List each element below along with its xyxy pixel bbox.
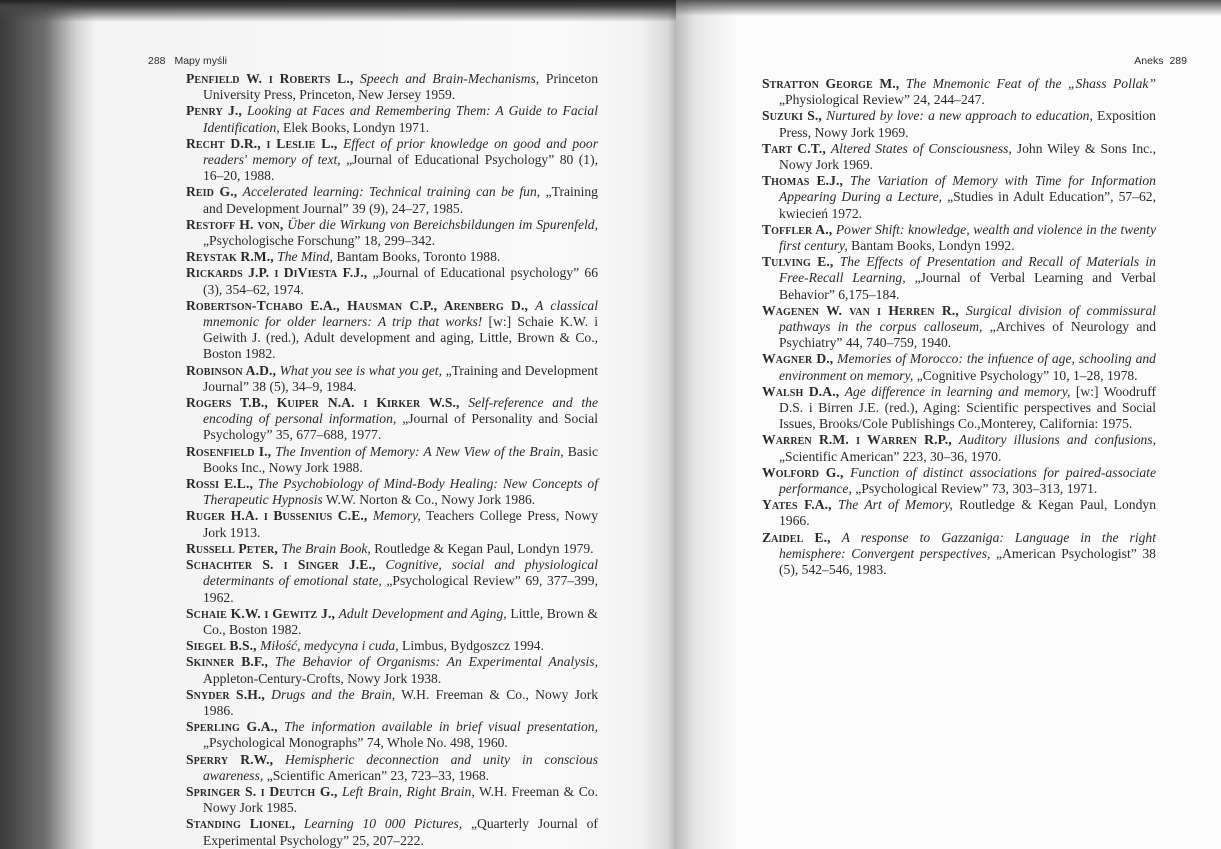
entry-publication: „Psychological Review” 73, 303–313, 1971. — [855, 481, 1098, 497]
entry-author: Suzuki S., — [762, 108, 822, 124]
bibliography-entry — [762, 432, 1156, 464]
left-running-head: Mapy myśli — [174, 55, 227, 67]
bibliography-entry — [762, 497, 1156, 529]
entry-author: Robinson A.D., — [186, 362, 277, 378]
entry-author: Warren R.M. i Warren R.P., — [762, 432, 952, 448]
bibliography-entry — [186, 687, 598, 719]
bibliography-entry — [186, 508, 598, 540]
bibliography-entry — [186, 363, 598, 395]
entry-title: Accelerated learning: Technical training can be fun, — [242, 184, 541, 200]
entry-publication: Basic Books Inc., Nowy Jork 1988. — [203, 443, 598, 475]
bibliography-entry — [186, 184, 598, 216]
entry-author: Sperling G.A., — [186, 719, 278, 735]
entry-publication: „Journal of Educational psychology” 66 (3), 354–62, 1974. — [203, 265, 598, 297]
entry-title: The Psychobiology of Mind-Body Healing: New Concepts of Therapeutic Hypnosis — [203, 476, 598, 508]
entry-title: Learning 10 000 Pictures, — [303, 816, 463, 832]
entry-publication: „Journal of Educational Psychology” 80 (1), 16–20, 1988. — [203, 152, 598, 184]
entry-publication: „Training and Development Journal” 39 (9), 24–27, 1985. — [203, 184, 598, 216]
entry-publication: „Psychological Monographs” 74, Whole No. 498, 1960. — [203, 735, 508, 751]
entry-publication: Bantam Books, Toronto 1988. — [336, 249, 501, 265]
bibliography-entry — [186, 541, 598, 557]
bibliography-entry — [186, 71, 598, 103]
bibliography-entry — [186, 557, 598, 606]
entry-title: A response to Gazzaniga: Language in the right hemisphere: Convergent perspectives, — [779, 529, 1156, 561]
bibliography-entry — [186, 752, 598, 784]
entry-author: Zaidel E., — [762, 529, 831, 545]
bibliography-entry — [186, 217, 598, 249]
bibliography-entry — [762, 141, 1156, 173]
entry-title: The Behavior of Organisms: An Experimental Analysis, — [274, 654, 598, 670]
entry-author: Walsh D.A., — [762, 383, 840, 399]
entry-author: Standing Lionel, — [186, 816, 296, 832]
entry-publication: Limbus, Bydgoszcz 1994. — [402, 638, 544, 654]
entry-publication: Exposition Press, Nowy Jork 1969. — [779, 108, 1156, 140]
entry-publication: „Physiological Review” 24, 244–247. — [779, 92, 985, 108]
entry-author: Russell Peter, — [186, 540, 278, 556]
entry-title: The Mind, — [277, 249, 334, 265]
bibliography-entry — [186, 136, 598, 185]
entry-author: Recht D.R., i Leslie L., — [186, 135, 338, 151]
right-bibliography-column — [762, 76, 1156, 578]
entry-publication: [w:] Schaie K.W. i Geiwith J. (red.), Adult development and aging, Little, Brown & Co., Boston 1982. — [203, 314, 599, 362]
entry-author: Tulving E., — [762, 254, 834, 270]
entry-title: The Art of Memory, — [837, 497, 953, 513]
entry-author: Penry J., — [186, 103, 242, 119]
bibliography-entry — [762, 173, 1156, 222]
entry-publication: „Studies in Adult Education”, 57–62, kwiecień 1972. — [779, 189, 1157, 221]
bibliography-entry — [762, 254, 1156, 303]
entry-title: Cognitive, social and physiological determinants of emotional state, — [203, 557, 598, 589]
right-running-header — [1128, 55, 1187, 67]
bibliography-entry — [762, 108, 1156, 140]
entry-author: Rosenfield I., — [186, 443, 272, 459]
entry-author: Sperry R.W., — [186, 751, 274, 767]
entry-publication: W.H. Freeman & Co. Nowy Jork 1985. — [203, 783, 598, 816]
entry-publication: „Psychologische Forschung” 18, 299–342. — [203, 233, 436, 249]
entry-title: The Effects of Presentation and Recall of Materials in Free-Recall Learning, — [779, 254, 1156, 286]
entry-publication: Teachers College Press, Nowy Jork 1913. — [203, 508, 598, 540]
entry-title: Nurtured by love: a new approach to education, — [826, 108, 1093, 124]
entry-title: Self-reference and the encoding of personal information, — [203, 395, 598, 427]
bibliography-entry — [186, 265, 598, 297]
entry-publication: „Training and Development Journal” 38 (5), 34–9, 1984. — [203, 362, 598, 394]
entry-title: The Variation of Memory with Time for Information Appearing During a Lecture, — [779, 173, 1156, 205]
left-bibliography-column — [186, 71, 598, 849]
entry-publication: „Journal of Verbal Learning and Verbal Behavior” 6,175–184. — [779, 270, 1156, 302]
entry-publication: „Archives of Neurology and Psychiatry” 44, 740–759, 1940. — [779, 319, 1157, 351]
entry-title: Miłość, medycyna i cuda, — [260, 638, 399, 654]
entry-title: Memories of Morocco: the infuence of age, schooling and environment on memory, — [779, 351, 1156, 383]
entry-title: Age difference in learning and memory, — [844, 383, 1071, 399]
entry-author: Reid G., — [186, 184, 238, 200]
entry-author: Tart C.T., — [762, 140, 826, 156]
entry-publication: [w:] Woodruff D.S. i Birren J.E. (red.), Aging: Scientific perspectives and Social Issues, Brooks/Cole Publishings Co.,Monterey, California: 1975. — [779, 383, 1157, 432]
bibliography-entry — [186, 606, 598, 638]
bibliography-entry — [762, 530, 1156, 579]
entry-author: Wagenen W. van i Herren R., — [762, 302, 959, 318]
bibliography-entry — [186, 719, 598, 751]
entry-title: The Brain Book, — [281, 540, 371, 556]
bibliography-entry — [186, 784, 598, 816]
right-running-head: Aneks — [1134, 55, 1164, 67]
bibliography-entry — [186, 816, 598, 848]
left-running-header — [148, 55, 233, 67]
entry-author: Robertson-Tchabo E.A., Hausman C.P., Arenberg D., — [186, 297, 528, 313]
entry-author: Penfield W. i Roberts L., — [186, 71, 354, 86]
entry-publication: W.W. Norton & Co., Nowy Jork 1986. — [325, 492, 536, 508]
entry-author: Rickards J.P. i DiViesta F.J., — [186, 265, 368, 281]
left-page-number: 288 — [148, 55, 166, 67]
entry-title: The Mnemonic Feat of the „Shass Pollak” — [905, 76, 1157, 91]
entry-publication: Routledge & Kegan Paul, Londyn 1979. — [374, 540, 594, 556]
entry-publication: „Quarterly Journal of Experimental Psychology” 25, 207–222. — [203, 816, 598, 848]
entry-title: Über die Wirkung von Bereichsbildungen im Spurenfeld, — [287, 216, 598, 232]
entry-author: Siegel B.S., — [186, 638, 257, 654]
bibliography-entry — [186, 298, 598, 363]
entry-publication: „American Psychologist” 38 (5), 542–546, 1983. — [779, 545, 1156, 578]
entry-title: Drugs and the Brain, — [271, 686, 396, 702]
bibliography-entry — [762, 76, 1156, 108]
entry-author: Ruger H.A. i Bussenius C.E., — [186, 508, 368, 524]
bibliography-entry — [186, 444, 598, 476]
bibliography-entry — [762, 351, 1156, 383]
entry-publication: „Journal of Personality and Social Psychology” 35, 677–688, 1977. — [203, 411, 598, 443]
entry-publication: John Wiley & Sons Inc., Nowy Jork 1969. — [779, 140, 1157, 173]
entry-title: Speech and Brain-Mechanisms, — [360, 71, 540, 86]
bibliography-entry — [186, 638, 598, 654]
entry-title: Auditory illusions and confusions, — [958, 432, 1156, 448]
entry-publication: Bantam Books, Londyn 1992. — [851, 238, 1015, 254]
entry-title: Left Brain, Right Brain, — [342, 783, 475, 799]
entry-title: Power Shift: knowledge, wealth and violence in the twenty first century, — [779, 221, 1156, 254]
entry-author: Restoff H. von, — [186, 216, 284, 232]
entry-title: Surgical division of commissural pathways in the corpus calloseum, — [779, 302, 1157, 335]
entry-author: Stratton George M., — [762, 76, 900, 91]
entry-author: Springer S. i Deutch G., — [186, 783, 338, 799]
entry-publication: „Scientific American” 23, 723–33, 1968. — [266, 767, 490, 783]
entry-publication: Princeton University Press, Princeton, New Jersey 1959. — [203, 71, 598, 103]
entry-title: A classical mnemonic for older learners: A trip that works! — [203, 297, 598, 330]
entry-title: The Invention of Memory: A New View of the Brain, — [275, 443, 564, 459]
entry-author: Toffler A., — [762, 221, 833, 237]
entry-title: What you see is what you get, — [279, 362, 442, 378]
entry-author: Thomas E.J., — [762, 173, 844, 189]
entry-author: Reystak R.M., — [186, 249, 274, 265]
entry-publication: „Scientific American” 223, 30–36, 1970. — [779, 448, 1002, 464]
entry-title: Effect of prior knowledge on good and poor readers' memory of text, — [203, 135, 599, 168]
bibliography-entry — [762, 384, 1156, 433]
entry-title: Altered States of Consciousness, — [830, 140, 1012, 156]
entry-title: Hemispheric deconnection and unity in conscious awareness, — [203, 751, 599, 783]
bibliography-entry — [186, 476, 598, 508]
entry-title: Looking at Faces and Remembering Them: A Guide to Facial Identification, — [203, 103, 599, 135]
bibliography-entry — [186, 654, 598, 686]
entry-author: Wagner D., — [762, 351, 834, 367]
entry-author: Schaie K.W. i Gewitz J., — [186, 605, 335, 621]
page-edge-shadow — [676, 0, 1221, 16]
entry-publication: Appleton-Century-Crofts, Nowy Jork 1938. — [203, 670, 442, 686]
entry-author: Yates F.A., — [762, 497, 832, 513]
entry-publication: „Cognitive Psychology” 10, 1–28, 1978. — [916, 367, 1138, 383]
entry-publication: Elek Books, Londyn 1971. — [283, 119, 430, 135]
entry-title: Memory, — [372, 508, 421, 524]
entry-author: Rossi E.L., — [186, 476, 253, 492]
entry-author: Wolford G., — [762, 464, 844, 480]
entry-publication: W.H. Freeman & Co., Nowy Jork 1986. — [203, 686, 599, 718]
entry-title: Function of distinct associations for paired-associate performance, — [779, 464, 1156, 497]
entry-author: Snyder S.H., — [186, 686, 265, 702]
bibliography-entry — [186, 395, 598, 444]
entry-author: Rogers T.B., Kuiper N.A. i Kirker W.S., — [186, 395, 460, 411]
entry-author: Skinner B.F., — [186, 654, 269, 670]
bibliography-entry — [186, 103, 598, 135]
bibliography-entry — [762, 222, 1156, 254]
bibliography-entry — [762, 465, 1156, 497]
entry-publication: „Psychological Review” 69, 377–399, 1962. — [203, 573, 598, 605]
page-edge-shadow — [0, 0, 676, 22]
entry-publication: Little, Brown & Co., Boston 1982. — [203, 605, 598, 637]
entry-author: Schachter S. i Singer J.E., — [186, 557, 376, 573]
entry-title: The information available in brief visual presentation, — [284, 719, 598, 735]
entry-publication: Routledge & Kegan Paul, Londyn 1966. — [779, 497, 1156, 529]
entry-title: Adult Development and Aging, — [338, 605, 507, 621]
right-page-number: 289 — [1169, 55, 1187, 67]
bibliography-entry — [186, 249, 598, 265]
bibliography-entry — [762, 303, 1156, 352]
